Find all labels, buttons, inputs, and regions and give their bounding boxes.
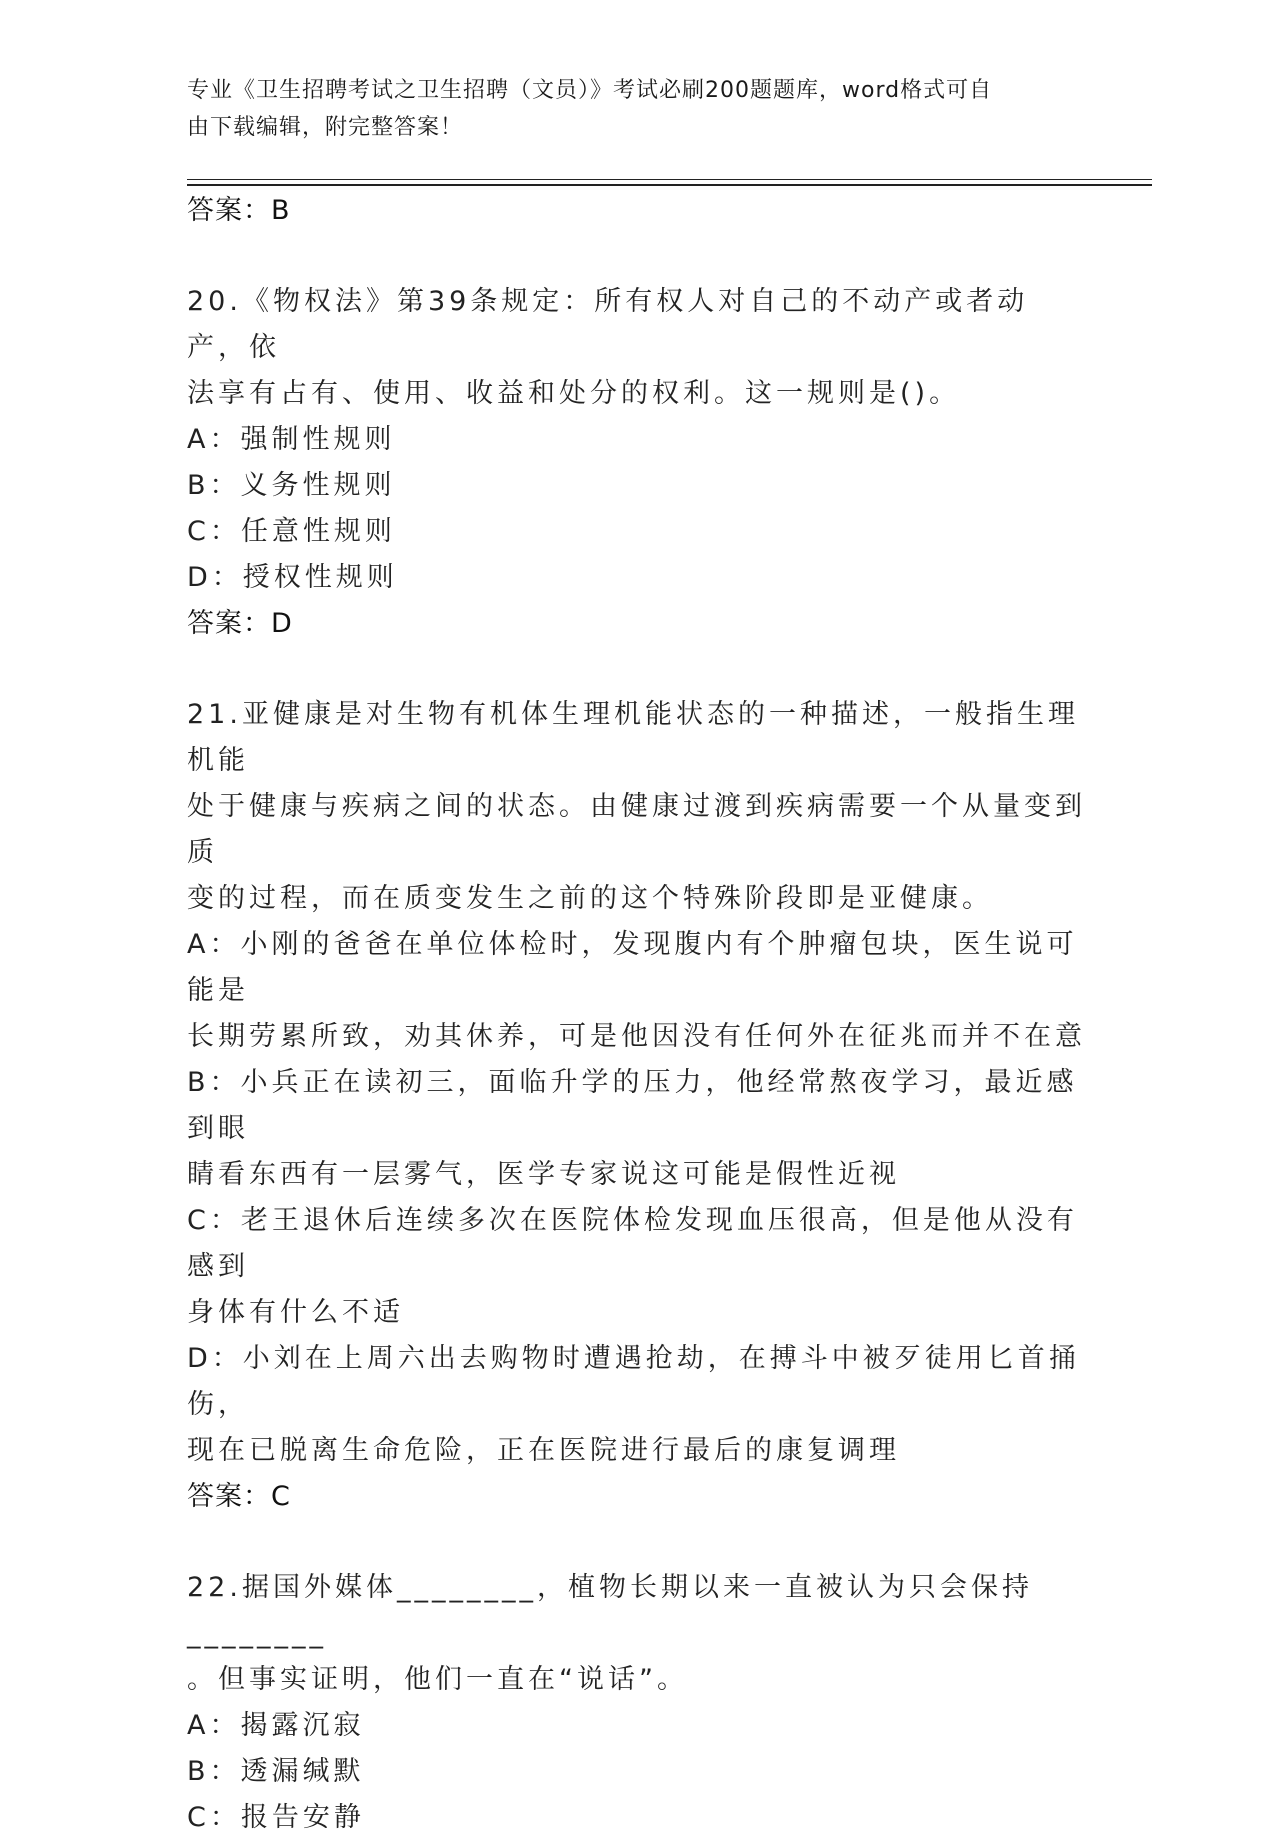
question-21-option-d-line-1: D：小刘在上周六出去购物时遭遇抢劫，在搏斗中被歹徒用匕首捅伤， [187,1343,1080,1420]
question-22-stem-line-2: 。但事实证明，他们一直在“说话”。 [187,1664,688,1695]
spacer [187,647,1087,692]
header-line-1: 专业《卫生招聘考试之卫生招聘（文员）》考试必刷200题题库，word格式可自 [187,78,993,103]
question-21-option-c-line-1: C：老王退休后连续多次在医院体检发现血压很高，但是他从没有感到 [187,1205,1078,1282]
question-21-option-b-line-2: 睛看东西有一层雾气，医学专家说这可能是假性近视 [187,1159,900,1190]
question-21-stem-line-1: 21.亚健康是对生物有机体生理机能状态的一种描述，一般指生理机能 [187,699,1079,776]
question-21-option-d-line-2: 现在已脱离生命危险，正在医院进行最后的康复调理 [187,1435,900,1466]
header-rule-thin [187,179,1152,180]
question-20 [187,279,1087,647]
question-22-stem-line-1: 22.据国外媒体________，植物长期以来一直被认为只会保持________ [187,1572,1033,1649]
question-21-stem-line-3: 变的过程，而在质变发生之前的这个特殊阶段即是亚健康。 [187,883,993,914]
header-line-2: 由下载编辑，附完整答案！ [187,115,464,140]
question-20-option-d: D：授权性规则 [187,562,398,593]
question-22-option-a: A：揭露沉寂 [187,1710,365,1741]
question-22 [187,1565,1087,1841]
question-20-answer: 答案：D [187,608,293,639]
question-22-option-c: C：报告安静 [187,1802,365,1833]
question-21-option-b-line-1: B：小兵正在读初三，面临升学的压力，他经常熬夜学习，最近感到眼 [187,1067,1078,1144]
question-21-stem-line-2: 处于健康与疾病之间的状态。由健康过渡到疾病需要一个从量变到质 [187,791,1086,868]
spacer [187,234,1087,279]
question-21-answer: 答案：C [187,1481,291,1512]
question-22-option-b: B：透漏缄默 [187,1756,365,1787]
question-20-option-b: B：义务性规则 [187,470,396,501]
question-content [187,188,1087,1841]
question-20-stem-line-1: 20.《物权法》第39条规定：所有权人对自己的不动产或者动产，依 [187,286,1029,363]
question-21 [187,692,1087,1520]
question-21-option-c-line-2: 身体有什么不适 [187,1297,404,1328]
question-21-option-a-line-2: 长期劳累所致，劝其休养，可是他因没有任何外在征兆而并不在意 [187,1021,1086,1052]
question-21-option-a-line-1: A：小刚的爸爸在单位体检时，发现腹内有个肿瘤包块，医生说可能是 [187,929,1078,1006]
answer-19: 答案：B [187,195,291,226]
question-20-stem-line-2: 法享有占有、使用、收益和处分的权利。这一规则是()。 [187,378,961,409]
header-rule-thick [187,184,1152,186]
question-20-option-a: A：强制性规则 [187,424,396,455]
spacer [187,1520,1087,1565]
page-header [187,72,1067,146]
question-20-option-c: C：任意性规则 [187,516,396,547]
